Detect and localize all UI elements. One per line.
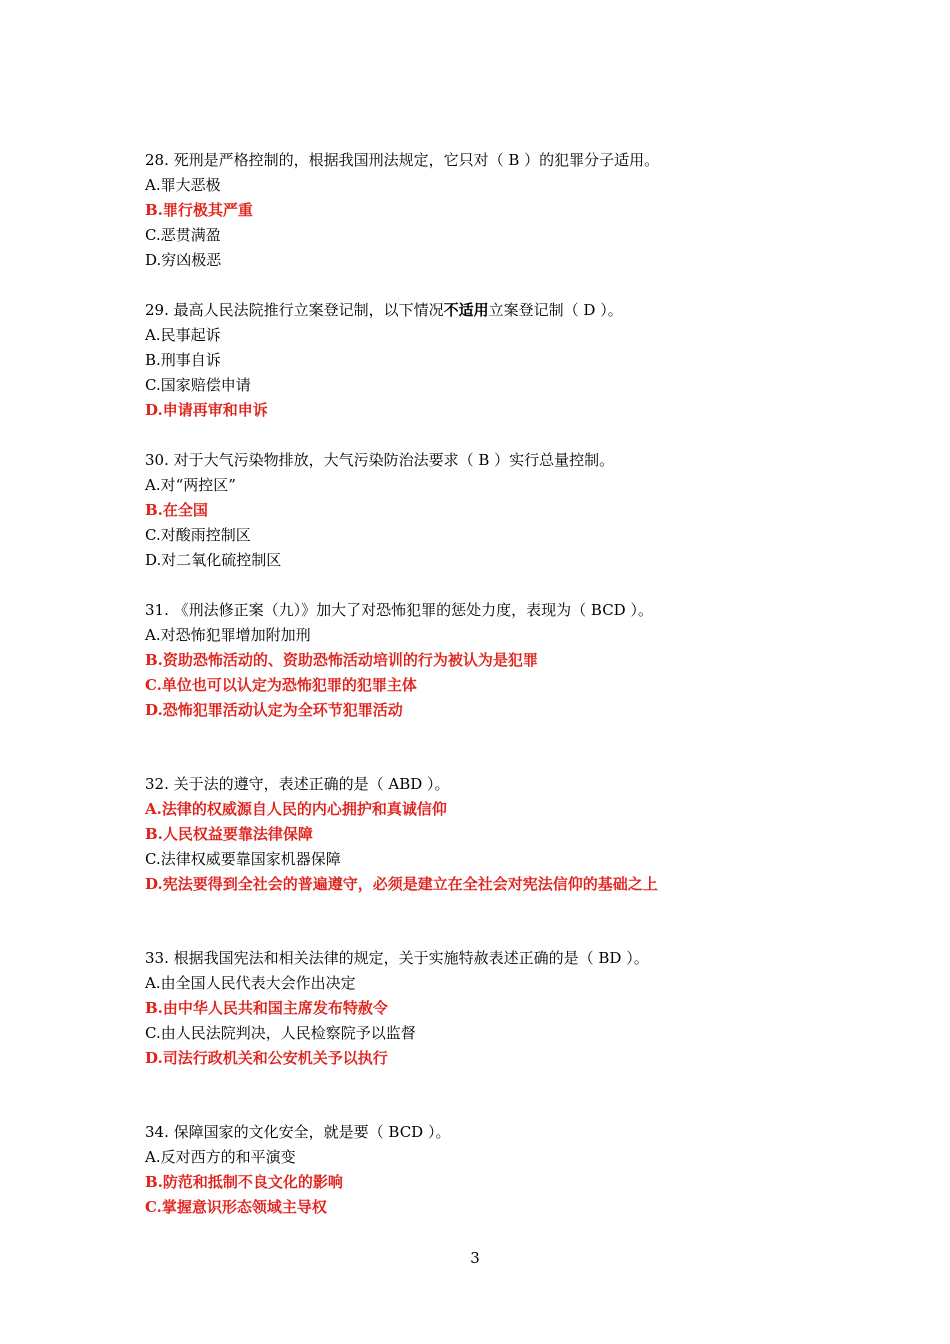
question-stem: 34. 保障国家的文化安全，就是要（ BCD ）。: [145, 1123, 451, 1141]
option-d-correct: D.宪法要得到全社会的普遍遵守，必须是建立在全社会对宪法信仰的基础之上: [145, 875, 658, 893]
option-c: C.国家赔偿申请: [145, 376, 251, 394]
question-stem: [145, 298, 845, 323]
option-a-correct: A.法律的权威源自人民的内心拥护和真诚信仰: [145, 800, 447, 818]
question-list: [145, 148, 845, 1220]
option-a: A.反对西方的和平演变: [145, 1148, 296, 1166]
option-a: A.罪大恶极: [145, 176, 221, 194]
option-b-correct: B.罪行极其严重: [145, 201, 253, 219]
question-stem: 32. 关于法的遵守，表述正确的是（ ABD ）。: [145, 775, 450, 793]
option-b-correct: B.在全国: [145, 501, 208, 519]
option-d-correct: D.司法行政机关和公安机关予以执行: [145, 1049, 388, 1067]
option-b-correct: B.资助恐怖活动的、资助恐怖活动培训的行为被认为是犯罪: [145, 651, 538, 669]
spacer: [145, 423, 845, 448]
option-c-correct: C.单位也可以认定为恐怖犯罪的犯罪主体: [145, 676, 417, 694]
question-29: [145, 298, 845, 423]
stem-text: 29. 最高人民法院推行立案登记制，以下情况: [145, 301, 444, 319]
question-30: [145, 448, 845, 573]
option-c: C.恶贯满盈: [145, 226, 221, 244]
option-d: D.对二氧化硫控制区: [145, 551, 282, 569]
question-34: [145, 1120, 845, 1220]
question-stem: 30. 对于大气污染物排放，大气污染防治法要求（ B ）实行总量控制。: [145, 451, 615, 469]
option-d-correct: D.恐怖犯罪活动认定为全环节犯罪活动: [145, 701, 403, 719]
option-a: A.对“两控区”: [145, 476, 236, 494]
spacer: [145, 573, 845, 598]
option-b-correct: B.防范和抵制不良文化的影响: [145, 1173, 343, 1191]
spacer: [145, 723, 845, 772]
question-31: [145, 598, 845, 723]
option-a: A.由全国人民代表大会作出决定: [145, 974, 356, 992]
spacer: [145, 897, 845, 946]
option-d-correct: D.申请再审和申诉: [145, 401, 268, 419]
option-c: C.由人民法院判决，人民检察院予以监督: [145, 1024, 416, 1042]
option-b-correct: B.由中华人民共和国主席发布特赦令: [145, 999, 388, 1017]
question-stem: 31. 《刑法修正案（九）》加大了对恐怖犯罪的惩处力度，表现为（ BCD ）。: [145, 601, 653, 619]
question-stem: 28. 死刑是严格控制的，根据我国刑法规定，它只对（ B ）的犯罪分子适用。: [145, 151, 660, 169]
option-a: A.民事起诉: [145, 326, 221, 344]
option-d: D.穷凶极恶: [145, 251, 222, 269]
option-c-correct: C.掌握意识形态领域主导权: [145, 1198, 327, 1216]
question-32: [145, 772, 845, 897]
page-number: 3: [470, 1249, 480, 1267]
option-b-correct: B.人民权益要靠法律保障: [145, 825, 313, 843]
stem-emphasis: 不适用: [443, 301, 489, 319]
spacer: [145, 1071, 845, 1120]
question-stem: 33. 根据我国宪法和相关法律的规定，关于实施特赦表述正确的是（ BD ）。: [145, 949, 649, 967]
option-a: A.对恐怖犯罪增加附加刑: [145, 626, 311, 644]
question-28: [145, 148, 845, 273]
question-33: [145, 946, 845, 1071]
option-c: C.对酸雨控制区: [145, 526, 251, 544]
option-c: C.法律权威要靠国家机器保障: [145, 850, 341, 868]
spacer: [145, 273, 845, 298]
option-b: B.刑事自诉: [145, 351, 221, 369]
stem-text-end: 立案登记制（ D ）。: [488, 301, 623, 319]
